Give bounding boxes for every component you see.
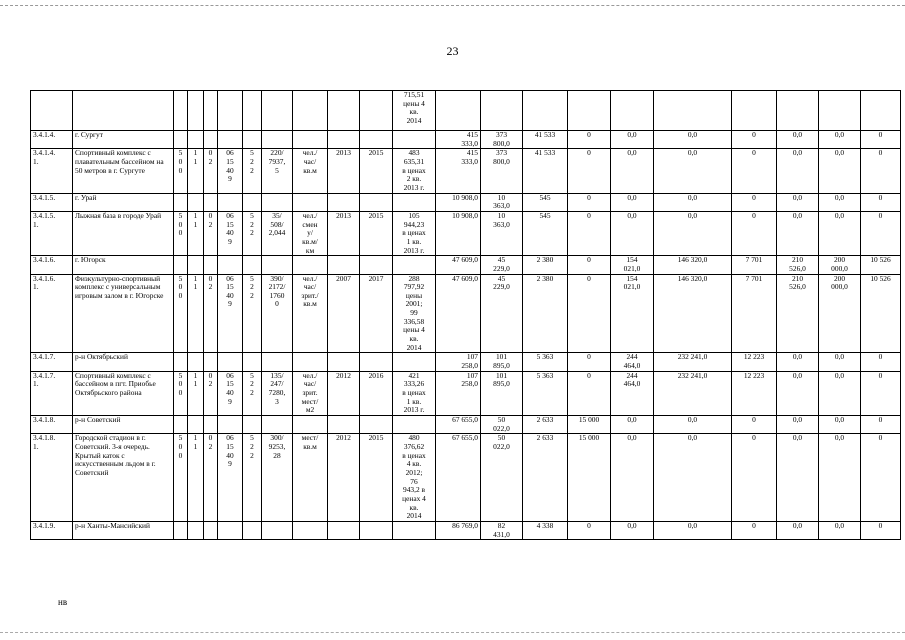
page-number: 23 bbox=[446, 44, 459, 58]
code-digit: 1 1 bbox=[188, 274, 204, 353]
item-code: 3.4.1.5. 1. bbox=[31, 211, 73, 255]
subtotal-row bbox=[31, 131, 901, 149]
object-row bbox=[31, 274, 901, 353]
amount-b: 50 022,0 bbox=[481, 434, 523, 522]
empty-cell bbox=[262, 521, 293, 539]
empty-cell bbox=[174, 131, 188, 149]
amount-b: 82 431,0 bbox=[481, 521, 523, 539]
item-name: Городской стадион в г. Советский. 3-я очередь. Крытый каток с искусственным льдом в г. Советский bbox=[73, 434, 174, 522]
empty-cell bbox=[204, 193, 218, 211]
amount-e: 0,0 bbox=[611, 193, 654, 211]
amount-a: 10 908,0 bbox=[436, 211, 481, 255]
amount-c: 2 633 bbox=[523, 434, 568, 522]
amount-g: 7 701 bbox=[732, 274, 777, 353]
amount-a: 415 333,0 bbox=[436, 131, 481, 149]
amount-f: 232 241,0 bbox=[654, 353, 732, 371]
amount-h: 0,0 bbox=[777, 371, 819, 415]
amount-d: 0 bbox=[568, 193, 611, 211]
empty-cell bbox=[328, 193, 360, 211]
empty-cell bbox=[293, 193, 328, 211]
empty-cell bbox=[174, 416, 188, 434]
amount-d: 15 000 bbox=[568, 416, 611, 434]
item-name: г. Сургут bbox=[73, 131, 174, 149]
code-digit: 5 0 0 bbox=[174, 371, 188, 415]
amount-d: 0 bbox=[568, 521, 611, 539]
code-digit: 5 0 0 bbox=[174, 434, 188, 522]
code-digit: 1 1 bbox=[188, 371, 204, 415]
amount-j: 0 bbox=[861, 371, 901, 415]
end-year: 2016 bbox=[360, 371, 393, 415]
amount-d: 0 bbox=[568, 256, 611, 274]
price: 105 944,23 в ценах 1 кв. 2013 г. bbox=[393, 211, 436, 255]
amount-h: 0,0 bbox=[777, 211, 819, 255]
empty-cell bbox=[218, 353, 243, 371]
unit: чел./ час/ кв.м bbox=[293, 149, 328, 193]
capacity: 390/ 2172/ 1760 0 bbox=[262, 274, 293, 353]
amount-d: 0 bbox=[568, 353, 611, 371]
amount-h: 0,0 bbox=[777, 149, 819, 193]
code-digit: 5 2 2 bbox=[243, 274, 262, 353]
amount-a: 67 655,0 bbox=[436, 416, 481, 434]
empty-cell bbox=[393, 131, 436, 149]
amount-e: 0,0 bbox=[611, 416, 654, 434]
page-top-edge bbox=[0, 5, 905, 6]
empty-cell bbox=[293, 256, 328, 274]
amount-h: 0,0 bbox=[777, 416, 819, 434]
code-digit: 06 15 40 9 bbox=[218, 434, 243, 522]
amount-b: 10 363,0 bbox=[481, 193, 523, 211]
price-cell: 715,51 цены 4 кв. 2014 bbox=[393, 91, 436, 131]
item-name: Спортивный комплекс с плавательным бассейном на 50 метров в г. Сургуте bbox=[73, 149, 174, 193]
amount-c: 41 533 bbox=[523, 131, 568, 149]
amount-i: 0,0 bbox=[819, 149, 861, 193]
code-digit: 0 2 bbox=[204, 274, 218, 353]
amount-f: 146 320,0 bbox=[654, 274, 732, 353]
amount-d: 15 000 bbox=[568, 434, 611, 522]
empty-cell bbox=[218, 521, 243, 539]
code-digit: 06 15 40 9 bbox=[218, 274, 243, 353]
amount-c: 41 533 bbox=[523, 149, 568, 193]
item-name: Лыжная база в городе Урай bbox=[73, 211, 174, 255]
empty-cell bbox=[393, 193, 436, 211]
amount-c: 545 bbox=[523, 193, 568, 211]
amount-f: 0,0 bbox=[654, 521, 732, 539]
unit: чел./ час/ зрит./ кв.м bbox=[293, 274, 328, 353]
amount-a: 10 908,0 bbox=[436, 193, 481, 211]
item-code: 3.4.1.6. 1. bbox=[31, 274, 73, 353]
end-year: 2015 bbox=[360, 149, 393, 193]
code-digit: 1 1 bbox=[188, 211, 204, 255]
amount-a: 86 769,0 bbox=[436, 521, 481, 539]
code-digit: 0 2 bbox=[204, 371, 218, 415]
amount-g: 7 701 bbox=[732, 256, 777, 274]
amount-j: 0 bbox=[861, 211, 901, 255]
capacity: 135/ 247/ 7280, 3 bbox=[262, 371, 293, 415]
empty-cell bbox=[293, 131, 328, 149]
subtotal-row bbox=[31, 353, 901, 371]
amount-g: 12 223 bbox=[732, 353, 777, 371]
amount-a: 107 258,0 bbox=[436, 371, 481, 415]
empty-cell bbox=[262, 193, 293, 211]
amount-i: 0,0 bbox=[819, 211, 861, 255]
table-row bbox=[31, 91, 901, 131]
empty-cell bbox=[262, 416, 293, 434]
amount-b: 101 895,0 bbox=[481, 371, 523, 415]
capacity: 220/ 7937, 5 bbox=[262, 149, 293, 193]
amount-h: 0,0 bbox=[777, 131, 819, 149]
code-digit: 5 2 2 bbox=[243, 371, 262, 415]
amount-c: 5 363 bbox=[523, 353, 568, 371]
amount-e: 0,0 bbox=[611, 521, 654, 539]
empty-cell bbox=[293, 521, 328, 539]
code-digit: 5 2 2 bbox=[243, 434, 262, 522]
code-digit: 5 0 0 bbox=[174, 274, 188, 353]
amount-b: 101 895,0 bbox=[481, 353, 523, 371]
amount-g: 0 bbox=[732, 131, 777, 149]
amount-c: 2 380 bbox=[523, 274, 568, 353]
amount-b: 10 363,0 bbox=[481, 211, 523, 255]
item-name: р-н Октябрьский bbox=[73, 353, 174, 371]
amount-c: 2 633 bbox=[523, 416, 568, 434]
amount-i: 200 000,0 bbox=[819, 274, 861, 353]
amount-f: 0,0 bbox=[654, 211, 732, 255]
amount-e: 244 464,0 bbox=[611, 353, 654, 371]
amount-d: 0 bbox=[568, 149, 611, 193]
amount-g: 0 bbox=[732, 193, 777, 211]
empty-cell bbox=[174, 521, 188, 539]
empty-cell bbox=[393, 416, 436, 434]
object-row bbox=[31, 211, 901, 255]
empty-cell bbox=[218, 193, 243, 211]
item-code: 3.4.1.8. 1. bbox=[31, 434, 73, 522]
amount-j: 0 bbox=[861, 416, 901, 434]
start-year: 2007 bbox=[328, 274, 360, 353]
page-bottom-edge bbox=[0, 632, 905, 633]
amount-c: 4 338 bbox=[523, 521, 568, 539]
empty-cell bbox=[360, 256, 393, 274]
amount-b: 50 022,0 bbox=[481, 416, 523, 434]
amount-e: 0,0 bbox=[611, 131, 654, 149]
empty-cell bbox=[393, 521, 436, 539]
item-code: 3.4.1.7. bbox=[31, 353, 73, 371]
amount-c: 2 380 bbox=[523, 256, 568, 274]
unit: чел./ час/ зрит. мест/ м2 bbox=[293, 371, 328, 415]
footnote: нв bbox=[58, 597, 68, 607]
item-code: 3.4.1.9. bbox=[31, 521, 73, 539]
empty-cell bbox=[188, 131, 204, 149]
amount-j: 10 526 bbox=[861, 256, 901, 274]
item-name: Физкультурно-спортивный комплекс с универсальным игровым залом в г. Югорске bbox=[73, 274, 174, 353]
empty-cell bbox=[204, 256, 218, 274]
item-code: 3.4.1.8. bbox=[31, 416, 73, 434]
amount-b: 45 229,0 bbox=[481, 274, 523, 353]
amount-g: 0 bbox=[732, 149, 777, 193]
start-year: 2013 bbox=[328, 211, 360, 255]
start-year: 2013 bbox=[328, 149, 360, 193]
unit: чел./ смен у/ кв.м/ км bbox=[293, 211, 328, 255]
amount-b: 45 229,0 bbox=[481, 256, 523, 274]
unit: мест/ кв.м bbox=[293, 434, 328, 522]
amount-j: 0 bbox=[861, 434, 901, 522]
capacity: 35/ 508/ 2,044 bbox=[262, 211, 293, 255]
amount-j: 0 bbox=[861, 353, 901, 371]
empty-cell bbox=[328, 416, 360, 434]
amount-i: 0,0 bbox=[819, 131, 861, 149]
amount-i: 0,0 bbox=[819, 193, 861, 211]
item-code: 3.4.1.4. 1. bbox=[31, 149, 73, 193]
item-name: г. Урай bbox=[73, 193, 174, 211]
empty-cell bbox=[360, 193, 393, 211]
subtotal-row bbox=[31, 521, 901, 539]
amount-a: 107 258,0 bbox=[436, 353, 481, 371]
amount-f: 146 320,0 bbox=[654, 256, 732, 274]
empty-cell bbox=[218, 416, 243, 434]
amount-j: 0 bbox=[861, 149, 901, 193]
end-year: 2015 bbox=[360, 434, 393, 522]
code-digit: 5 2 2 bbox=[243, 211, 262, 255]
amount-i: 200 000,0 bbox=[819, 256, 861, 274]
amount-h: 0,0 bbox=[777, 353, 819, 371]
object-row bbox=[31, 371, 901, 415]
amount-h: 210 526,0 bbox=[777, 256, 819, 274]
empty-cell bbox=[360, 353, 393, 371]
amount-e: 0,0 bbox=[611, 149, 654, 193]
amount-j: 0 bbox=[861, 131, 901, 149]
amount-h: 210 526,0 bbox=[777, 274, 819, 353]
end-year: 2015 bbox=[360, 211, 393, 255]
amount-h: 0,0 bbox=[777, 521, 819, 539]
empty-cell bbox=[218, 131, 243, 149]
amount-i: 0,0 bbox=[819, 434, 861, 522]
amount-c: 545 bbox=[523, 211, 568, 255]
amount-f: 0,0 bbox=[654, 434, 732, 522]
code-digit: 06 15 40 9 bbox=[218, 149, 243, 193]
empty-cell bbox=[188, 353, 204, 371]
item-code: 3.4.1.6. bbox=[31, 256, 73, 274]
empty-cell bbox=[393, 353, 436, 371]
code-digit: 1 1 bbox=[188, 434, 204, 522]
object-row bbox=[31, 434, 901, 522]
code-digit: 0 2 bbox=[204, 211, 218, 255]
amount-g: 12 223 bbox=[732, 371, 777, 415]
code-digit: 06 15 40 9 bbox=[218, 371, 243, 415]
empty-cell bbox=[360, 131, 393, 149]
empty-cell bbox=[243, 256, 262, 274]
amount-j: 10 526 bbox=[861, 274, 901, 353]
amount-d: 0 bbox=[568, 371, 611, 415]
subtotal-row bbox=[31, 256, 901, 274]
amount-j: 0 bbox=[861, 193, 901, 211]
amount-e: 0,0 bbox=[611, 434, 654, 522]
investment-table bbox=[30, 90, 901, 540]
amount-g: 0 bbox=[732, 434, 777, 522]
subtotal-row bbox=[31, 193, 901, 211]
code-digit: 1 1 bbox=[188, 149, 204, 193]
price: 483 635,31 в ценах 2 кв. 2013 г. bbox=[393, 149, 436, 193]
amount-h: 0,0 bbox=[777, 434, 819, 522]
code-digit: 5 2 2 bbox=[243, 149, 262, 193]
code-digit: 06 15 40 9 bbox=[218, 211, 243, 255]
amount-f: 0,0 bbox=[654, 131, 732, 149]
start-year: 2012 bbox=[328, 434, 360, 522]
amount-f: 0,0 bbox=[654, 416, 732, 434]
code-digit: 0 2 bbox=[204, 149, 218, 193]
empty-cell bbox=[204, 416, 218, 434]
code-digit: 5 0 0 bbox=[174, 149, 188, 193]
table-body bbox=[31, 91, 901, 540]
price: 480 376,62 в ценах 4 кв. 2012; 76 943,2 в ценах 4 кв. 2014 bbox=[393, 434, 436, 522]
empty-cell bbox=[188, 416, 204, 434]
amount-e: 154 021,0 bbox=[611, 256, 654, 274]
empty-cell bbox=[293, 353, 328, 371]
capacity: 300/ 9253, 28 bbox=[262, 434, 293, 522]
empty-cell bbox=[243, 193, 262, 211]
amount-h: 0,0 bbox=[777, 193, 819, 211]
item-code: 3.4.1.4. bbox=[31, 131, 73, 149]
empty-cell bbox=[243, 131, 262, 149]
empty-cell bbox=[328, 256, 360, 274]
item-name: г. Югорск bbox=[73, 256, 174, 274]
amount-d: 0 bbox=[568, 131, 611, 149]
price: 288 797,92 цены 2001; 99 336,58 цены 4 кв. 2014 bbox=[393, 274, 436, 353]
amount-a: 47 609,0 bbox=[436, 256, 481, 274]
amount-b: 373 800,0 bbox=[481, 131, 523, 149]
amount-f: 0,0 bbox=[654, 193, 732, 211]
end-year: 2017 bbox=[360, 274, 393, 353]
amount-g: 0 bbox=[732, 211, 777, 255]
empty-cell bbox=[293, 416, 328, 434]
empty-cell bbox=[188, 256, 204, 274]
empty-cell bbox=[204, 131, 218, 149]
item-name: Спортивный комплекс с бассейном в пгт. Приобье Октябрьского района bbox=[73, 371, 174, 415]
amount-g: 0 bbox=[732, 521, 777, 539]
amount-i: 0,0 bbox=[819, 371, 861, 415]
empty-cell bbox=[262, 256, 293, 274]
amount-f: 0,0 bbox=[654, 149, 732, 193]
empty-cell bbox=[188, 521, 204, 539]
empty-cell bbox=[360, 521, 393, 539]
empty-cell bbox=[243, 521, 262, 539]
empty-cell bbox=[262, 353, 293, 371]
empty-cell bbox=[188, 193, 204, 211]
empty-cell bbox=[328, 353, 360, 371]
amount-g: 0 bbox=[732, 416, 777, 434]
amount-i: 0,0 bbox=[819, 416, 861, 434]
amount-a: 47 609,0 bbox=[436, 274, 481, 353]
amount-i: 0,0 bbox=[819, 353, 861, 371]
amount-j: 0 bbox=[861, 521, 901, 539]
amount-f: 232 241,0 bbox=[654, 371, 732, 415]
amount-d: 0 bbox=[568, 274, 611, 353]
empty-cell bbox=[262, 131, 293, 149]
empty-cell bbox=[328, 131, 360, 149]
amount-c: 5 363 bbox=[523, 371, 568, 415]
code-digit: 5 0 0 bbox=[174, 211, 188, 255]
empty-cell bbox=[393, 256, 436, 274]
amount-e: 154 021,0 bbox=[611, 274, 654, 353]
empty-cell bbox=[243, 416, 262, 434]
object-row bbox=[31, 149, 901, 193]
amount-i: 0,0 bbox=[819, 521, 861, 539]
empty-cell bbox=[174, 256, 188, 274]
amount-e: 244 464,0 bbox=[611, 371, 654, 415]
item-name: р-н Ханты-Мансийский bbox=[73, 521, 174, 539]
empty-cell bbox=[243, 353, 262, 371]
empty-cell bbox=[328, 521, 360, 539]
item-code: 3.4.1.7. 1. bbox=[31, 371, 73, 415]
amount-a: 67 655,0 bbox=[436, 434, 481, 522]
code-digit: 0 2 bbox=[204, 434, 218, 522]
amount-d: 0 bbox=[568, 211, 611, 255]
empty-cell bbox=[174, 353, 188, 371]
empty-cell bbox=[218, 256, 243, 274]
subtotal-row bbox=[31, 416, 901, 434]
price: 421 333,26 в ценах 1 кв. 2013 г. bbox=[393, 371, 436, 415]
amount-e: 0,0 bbox=[611, 211, 654, 255]
empty-cell bbox=[174, 193, 188, 211]
amount-a: 415 333,0 bbox=[436, 149, 481, 193]
amount-b: 373 800,0 bbox=[481, 149, 523, 193]
empty-cell bbox=[204, 521, 218, 539]
empty-cell bbox=[360, 416, 393, 434]
item-code: 3.4.1.5. bbox=[31, 193, 73, 211]
item-name: р-н Советский bbox=[73, 416, 174, 434]
empty-cell bbox=[204, 353, 218, 371]
start-year: 2012 bbox=[328, 371, 360, 415]
